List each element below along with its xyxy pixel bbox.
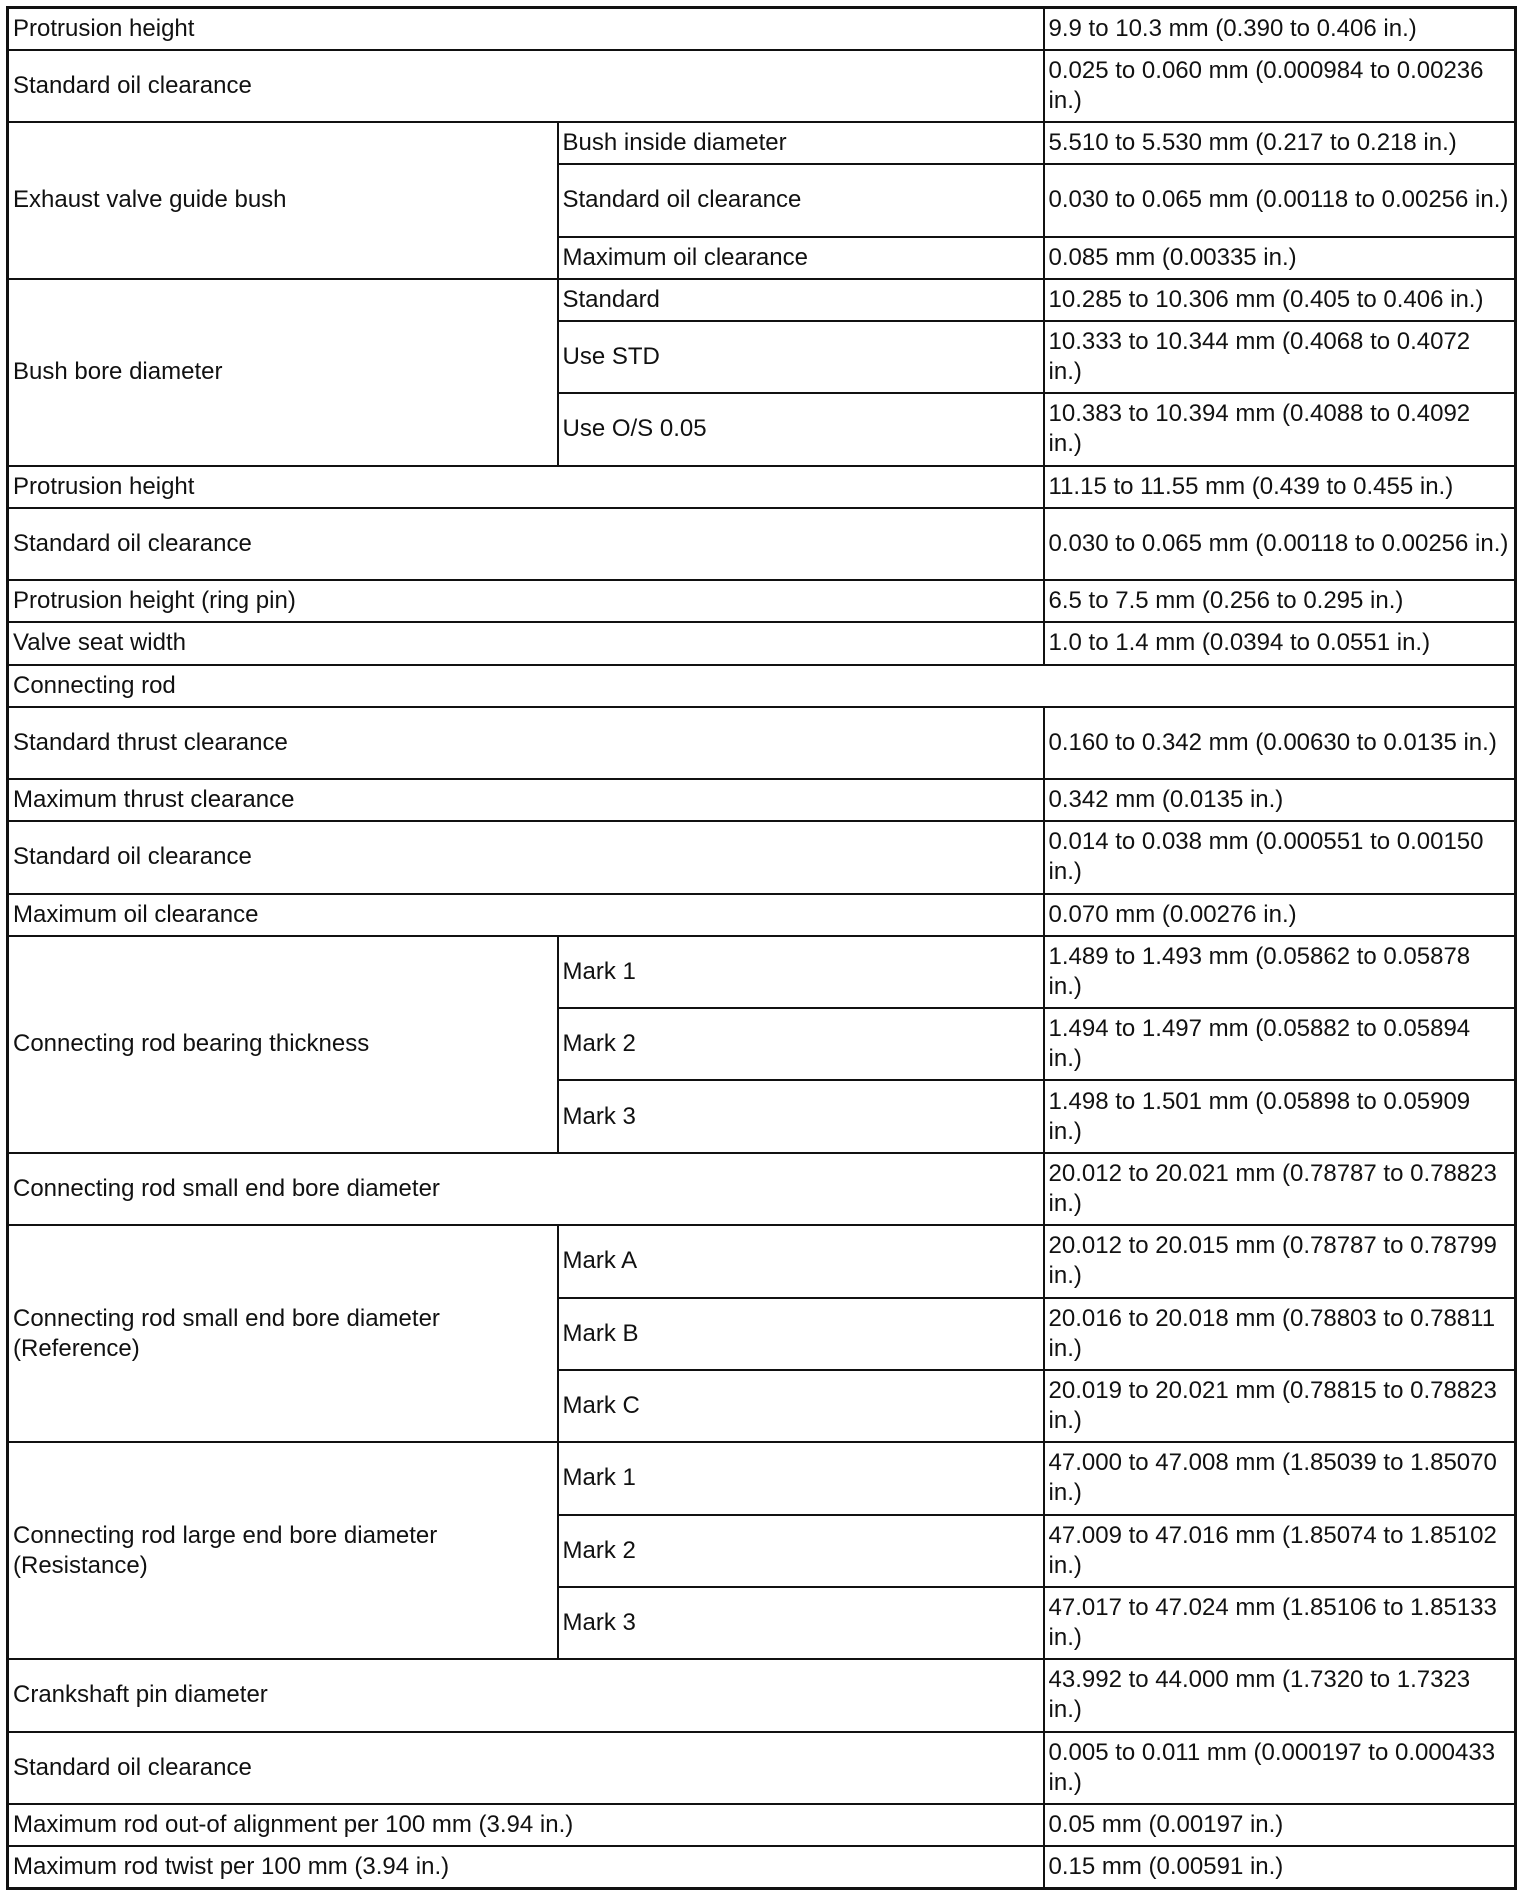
spec-value: 0.342 mm (0.0135 in.) xyxy=(1044,779,1516,821)
table-row xyxy=(8,936,1516,1008)
table-row xyxy=(8,1804,1516,1846)
spec-sublabel: Mark 2 xyxy=(558,1008,1044,1080)
spec-label: Standard oil clearance xyxy=(8,50,1044,122)
table-row xyxy=(8,821,1516,893)
spec-sublabel: Bush inside diameter xyxy=(558,122,1044,164)
spec-sublabel: Standard xyxy=(558,279,1044,321)
spec-value: 5.510 to 5.530 mm (0.217 to 0.218 in.) xyxy=(1044,122,1516,164)
spec-label: Standard oil clearance xyxy=(8,821,1044,893)
spec-sublabel: Mark 3 xyxy=(558,1080,1044,1152)
table-row xyxy=(8,50,1516,122)
spec-value: 0.014 to 0.038 mm (0.000551 to 0.00150 in.) xyxy=(1044,821,1516,893)
table-row xyxy=(8,1153,1516,1225)
spec-label: Standard thrust clearance xyxy=(8,707,1044,779)
spec-value: 0.030 to 0.065 mm (0.00118 to 0.00256 in.) xyxy=(1044,164,1516,236)
spec-value: 9.9 to 10.3 mm (0.390 to 0.406 in.) xyxy=(1044,8,1516,50)
spec-label: Valve seat width xyxy=(8,622,1044,664)
spec-value: 0.160 to 0.342 mm (0.00630 to 0.0135 in.) xyxy=(1044,707,1516,779)
table-row xyxy=(8,1225,1516,1297)
spec-sublabel: Mark 1 xyxy=(558,1442,1044,1514)
spec-value: 0.085 mm (0.00335 in.) xyxy=(1044,237,1516,279)
spec-group-label: Bush bore diameter xyxy=(8,279,558,466)
table-row xyxy=(8,580,1516,622)
spec-sublabel: Mark B xyxy=(558,1298,1044,1370)
spec-label: Connecting rod small end bore diameter xyxy=(8,1153,1044,1225)
spec-sublabel: Mark C xyxy=(558,1370,1044,1442)
spec-sublabel: Use O/S 0.05 xyxy=(558,393,1044,465)
table-row xyxy=(8,8,1516,50)
spec-label: Maximum rod out-of alignment per 100 mm (3.94 in.) xyxy=(8,1804,1044,1846)
spec-label: Maximum thrust clearance xyxy=(8,779,1044,821)
spec-value: 10.383 to 10.394 mm (0.4088 to 0.4092 in.) xyxy=(1044,393,1516,465)
spec-value: 47.017 to 47.024 mm (1.85106 to 1.85133 in.) xyxy=(1044,1587,1516,1659)
spec-label: Protrusion height (ring pin) xyxy=(8,580,1044,622)
spec-group-label: Connecting rod large end bore diameter (Resistance) xyxy=(8,1442,558,1659)
spec-value: 0.030 to 0.065 mm (0.00118 to 0.00256 in.) xyxy=(1044,508,1516,580)
spec-value: 1.489 to 1.493 mm (0.05862 to 0.05878 in.) xyxy=(1044,936,1516,1008)
spec-value: 47.009 to 47.016 mm (1.85074 to 1.85102 in.) xyxy=(1044,1515,1516,1587)
spec-value: 0.005 to 0.011 mm (0.000197 to 0.000433 in.) xyxy=(1044,1732,1516,1804)
table-row xyxy=(8,1732,1516,1804)
table-row xyxy=(8,466,1516,508)
spec-value: 0.025 to 0.060 mm (0.000984 to 0.00236 in.) xyxy=(1044,50,1516,122)
table-row xyxy=(8,1846,1516,1888)
spec-value: 0.15 mm (0.00591 in.) xyxy=(1044,1846,1516,1888)
spec-sublabel: Mark A xyxy=(558,1225,1044,1297)
spec-value: 10.333 to 10.344 mm (0.4068 to 0.4072 in.) xyxy=(1044,321,1516,393)
spec-value: 11.15 to 11.55 mm (0.439 to 0.455 in.) xyxy=(1044,466,1516,508)
table-row xyxy=(8,1659,1516,1731)
spec-value: 1.498 to 1.501 mm (0.05898 to 0.05909 in.) xyxy=(1044,1080,1516,1152)
spec-sublabel: Use STD xyxy=(558,321,1044,393)
table-row xyxy=(8,707,1516,779)
spec-label: Crankshaft pin diameter xyxy=(8,1659,1044,1731)
spec-label: Protrusion height xyxy=(8,466,1044,508)
spec-value: 47.000 to 47.008 mm (1.85039 to 1.85070 in.) xyxy=(1044,1442,1516,1514)
table-row xyxy=(8,894,1516,936)
spec-label: Standard oil clearance xyxy=(8,1732,1044,1804)
spec-sublabel: Standard oil clearance xyxy=(558,164,1044,236)
spec-value: 0.05 mm (0.00197 in.) xyxy=(1044,1804,1516,1846)
section-row xyxy=(8,665,1516,707)
spec-label: Standard oil clearance xyxy=(8,508,1044,580)
spec-value: 20.016 to 20.018 mm (0.78803 to 0.78811 in.) xyxy=(1044,1298,1516,1370)
spec-value: 20.012 to 20.021 mm (0.78787 to 0.78823 in.) xyxy=(1044,1153,1516,1225)
spec-sublabel: Mark 1 xyxy=(558,936,1044,1008)
table-row xyxy=(8,122,1516,164)
spec-table xyxy=(6,6,1517,1890)
spec-value: 1.0 to 1.4 mm (0.0394 to 0.0551 in.) xyxy=(1044,622,1516,664)
table-row xyxy=(8,279,1516,321)
spec-value: 1.494 to 1.497 mm (0.05882 to 0.05894 in.) xyxy=(1044,1008,1516,1080)
spec-label: Protrusion height xyxy=(8,8,1044,50)
table-row xyxy=(8,1442,1516,1514)
spec-value: 6.5 to 7.5 mm (0.256 to 0.295 in.) xyxy=(1044,580,1516,622)
table-row xyxy=(8,508,1516,580)
spec-label: Maximum oil clearance xyxy=(8,894,1044,936)
table-row xyxy=(8,779,1516,821)
spec-value: 20.019 to 20.021 mm (0.78815 to 0.78823 in.) xyxy=(1044,1370,1516,1442)
spec-group-label: Connecting rod bearing thickness xyxy=(8,936,558,1153)
spec-value: 43.992 to 44.000 mm (1.7320 to 1.7323 in.) xyxy=(1044,1659,1516,1731)
spec-value: 10.285 to 10.306 mm (0.405 to 0.406 in.) xyxy=(1044,279,1516,321)
spec-group-label: Connecting rod small end bore diameter (Reference) xyxy=(8,1225,558,1442)
table-row xyxy=(8,622,1516,664)
spec-value: 0.070 mm (0.00276 in.) xyxy=(1044,894,1516,936)
spec-label: Maximum rod twist per 100 mm (3.94 in.) xyxy=(8,1846,1044,1888)
spec-sublabel: Mark 2 xyxy=(558,1515,1044,1587)
spec-value: 20.012 to 20.015 mm (0.78787 to 0.78799 in.) xyxy=(1044,1225,1516,1297)
spec-group-label: Exhaust valve guide bush xyxy=(8,122,558,279)
spec-sublabel: Mark 3 xyxy=(558,1587,1044,1659)
spec-sublabel: Maximum oil clearance xyxy=(558,237,1044,279)
section-heading: Connecting rod xyxy=(8,665,1516,707)
